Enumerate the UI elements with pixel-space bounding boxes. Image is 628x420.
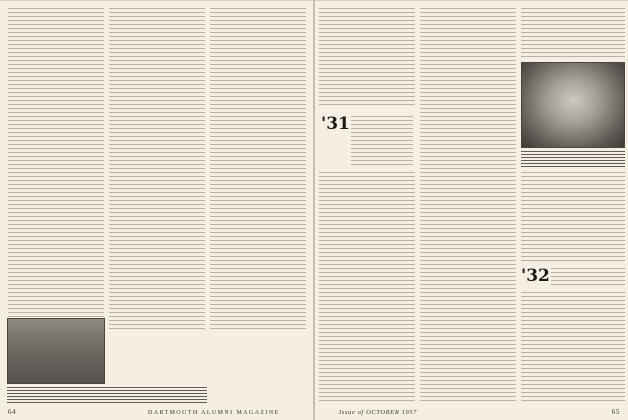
body-text-column — [420, 8, 516, 404]
body-text-column — [319, 172, 415, 404]
page-number: 65 — [611, 408, 620, 416]
reunion-photo — [7, 318, 105, 384]
body-text-column — [521, 172, 625, 262]
body-text-column — [8, 8, 104, 322]
page-number: 64 — [8, 408, 17, 416]
left-page — [0, 0, 313, 420]
class-secretary-block — [351, 116, 413, 166]
photo-caption — [7, 387, 207, 405]
body-text-column — [319, 8, 415, 108]
class-secretary-block — [551, 268, 625, 286]
body-text-column — [521, 8, 625, 58]
body-text-column — [210, 8, 306, 330]
portrait-photo — [521, 62, 625, 148]
class-header: '31 — [321, 114, 350, 134]
photo-caption — [521, 151, 625, 168]
class-header: '32 — [521, 266, 550, 286]
body-text-column — [521, 292, 625, 404]
right-page — [315, 0, 628, 420]
magazine-title: DARTMOUTH ALUMNI MAGAZINE — [148, 410, 280, 416]
body-text-column — [109, 8, 205, 330]
issue-date: Issue of OCTOBER 1957 — [339, 409, 418, 416]
